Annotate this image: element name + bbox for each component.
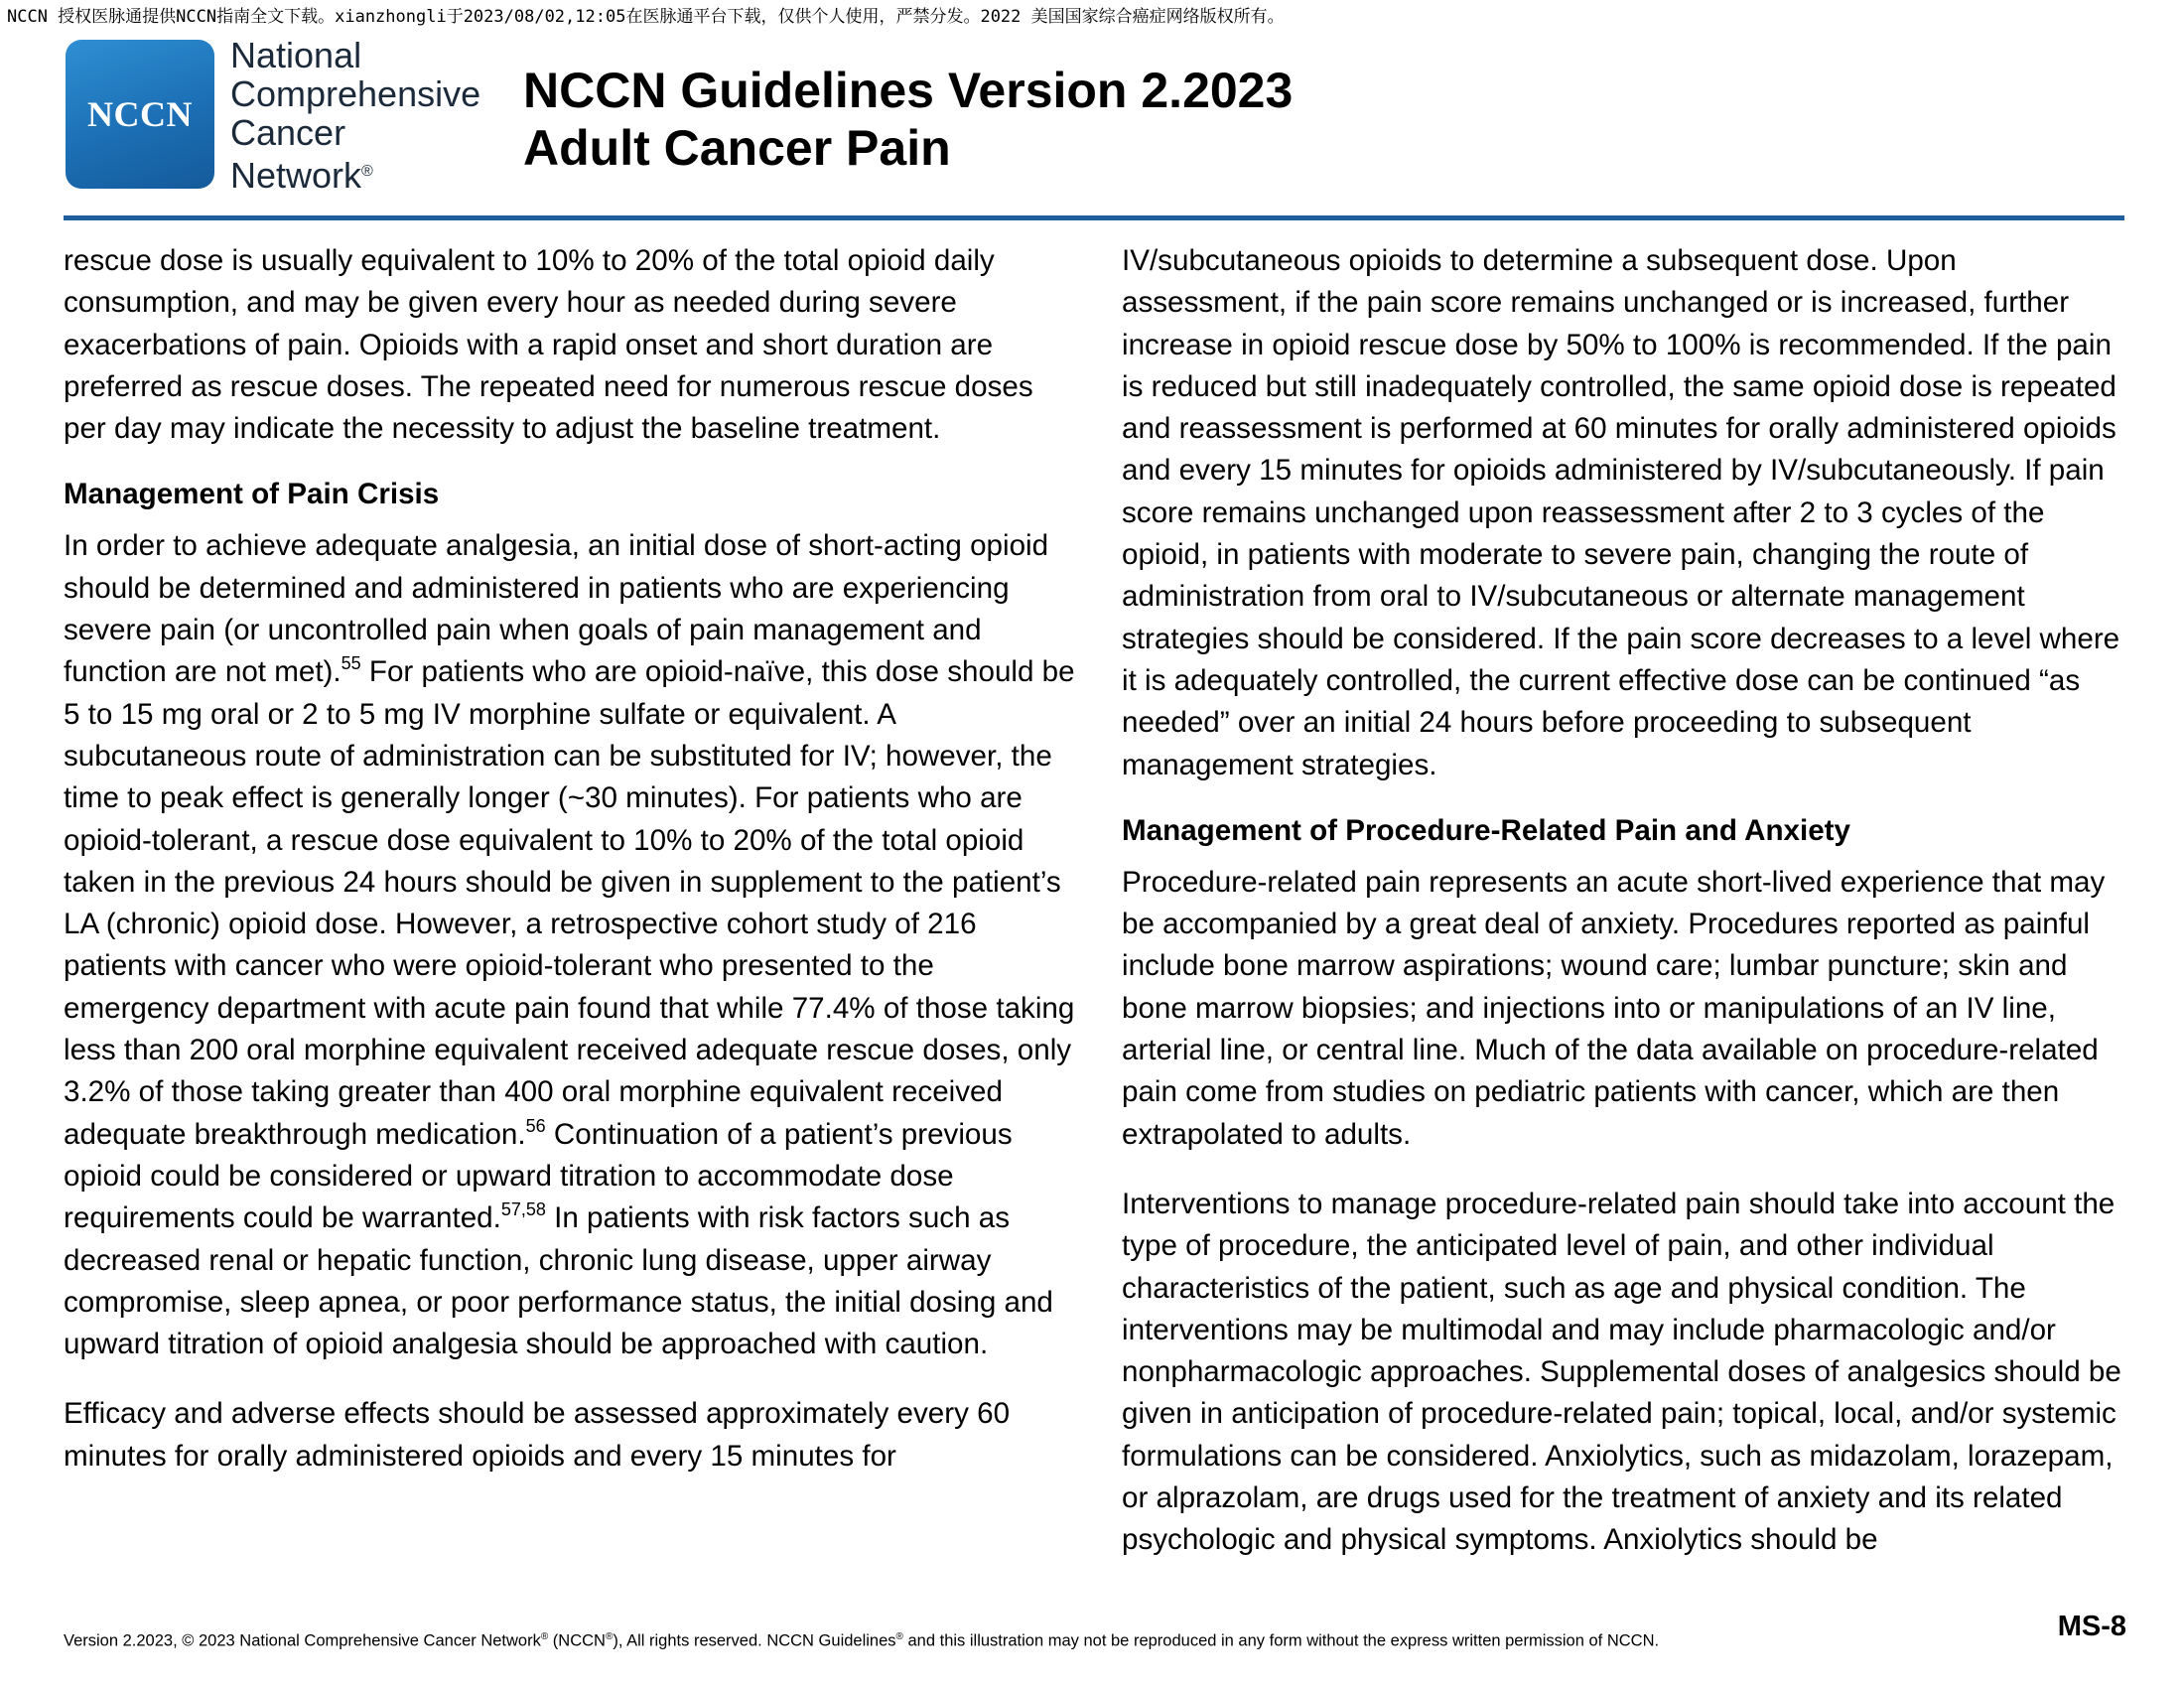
footer-reg-3: ®	[895, 1631, 903, 1642]
footer-text-d: and this illustration may not be reproduced in any form without the express written permission of NCCN.	[902, 1631, 1660, 1650]
document-title: NCCN Guidelines Version 2.2023	[523, 63, 1294, 118]
right-paragraph-1: IV/subcutaneous opioids to determine a subsequent dose. Upon assessment, if the pain score remains unchanged or is increased, further increase in opioid rescue dose by 50% to 100% is recommended. If the pain is reduced but still inadequately controlled, the same opioid dose is repeated and reassessment is performed at 60 minutes for orally administered opioids and every 15 minutes for opioids administered by IV/subcutaneously. If pain score remains unchanged upon reassessment after 2 to 3 cycles of the opioid, in patients with moderate to severe pain, changing the route of administration from oral to IV/subcutaneous or alternate management strategies should be considered. If the pain score decreases to a level where it is adequately controlled, the current effective dose can be continued “as needed” over an initial 24 hours before proceeding to subsequent management strategies.	[1122, 244, 2120, 781]
registered-mark: ®	[361, 163, 373, 180]
org-line-2: Comprehensive	[230, 73, 481, 114]
document-subtitle: Adult Cancer Pain	[523, 120, 951, 176]
nccn-logo	[66, 40, 214, 189]
reference-57-58: 57,58	[500, 1199, 546, 1220]
left-paragraph-2	[64, 525, 1080, 1365]
footer-text-c: ), All rights reserved. NCCN Guidelines	[613, 1631, 896, 1650]
left-paragraph-2-part-d: In patients with risk factors such as decreased renal or hepatic function, chronic lung disease, upper airway compromise, sleep apnea, or poor performance status, the initial dosing and upward titration of opioid analgesia should be approached with caution.	[64, 1201, 1053, 1361]
footer-reg-2: ®	[605, 1631, 614, 1642]
left-paragraph-1: rescue dose is usually equivalent to 10% to 20% of the total opioid daily consumption, and may be given every hour as needed during severe exacerbations of pain. Opioids with a rapid onset and short duration are preferred as rescue doses. The repeated need for numerous rescue doses per day may indicate the necessity to adjust the baseline treatment.	[64, 244, 1033, 446]
reference-56: 56	[525, 1115, 546, 1136]
left-column	[64, 240, 1080, 1477]
left-paragraph-3: Efficacy and adverse effects should be assessed approximately every 60 minutes for orally administered opioids and every 15 minutes for	[64, 1397, 1011, 1473]
left-paragraph-2-part-a: In order to achieve adequate analgesia, an initial dose of short-acting opioid should be determined and administered in patients who are experiencing severe pain (or uncontrolled pain when goals of pain management and function are not met).	[64, 529, 1049, 689]
org-line-1: National	[230, 35, 362, 75]
right-column	[1122, 240, 2128, 1562]
org-line-4-wrap	[230, 152, 480, 195]
left-paragraph-2-part-b: For patients who are opioid-naïve, this dose should be 5 to 15 mg oral or 2 to 5 mg IV morphine sulfate or equivalent. A subcutaneous route of administration can be substituted for IV; however, the time to peak effect is generally longer (~30 minutes). For patients who are opioid-tolerant, a rescue dose equivalent to 10% to 20% of the total opioid taken in the previous 24 hours should be given in supplement to the patient’s LA (chronic) opioid dose. However, a retrospective cohort study of 216 patients with cancer who were opioid-tolerant who presented to the emergency department with acute pain found that while 77.4% of those taking less than 200 oral morphine equivalent received adequate rescue doses, only 3.2% of those taking greater than 400 oral morphine equivalent received adequate breakthrough medication.	[64, 655, 1075, 1151]
download-watermark: NCCN 授权医脉通提供NCCN指南全文下载。xianzhongli于2023/08/02,12:05在医脉通平台下载，仅供个人使用，严禁分发。2022 美国国家综合癌症网络版权所有。	[7, 7, 1285, 27]
document-header	[523, 62, 1293, 177]
left-paragraph-2-part-c: Continuation of a patient’s previous opioid could be considered or upward titration to accommodate dose requirements could be warranted.	[64, 1117, 1013, 1235]
section-heading-pain-crisis: Management of Pain Crisis	[64, 478, 440, 511]
footer-text-b: (NCCN	[548, 1631, 606, 1650]
organization-name	[230, 36, 480, 195]
footer-text-a: Version 2.2023, © 2023 National Comprehensive Cancer Network	[64, 1631, 541, 1650]
right-paragraph-3: Interventions to manage procedure-related pain should take into account the type of procedure, the anticipated level of pain, and other individual characteristics of the patient, such as age and physical condition. The interventions may be multimodal and may include pharmacologic and/or nonpharmacologic approaches. Supplemental doses of analgesics should be given in anticipation of procedure-related pain; topical, local, and/or systemic formulations can be considered. Anxiolytics, such as midazolam, lorazepam, or alprazolam, are drugs used for the treatment of anxiety and its related psychologic and physical symptoms. Anxiolytics should be	[1122, 1187, 2121, 1557]
logo-abbreviation: NCCN	[87, 94, 193, 134]
org-line-4: Network	[230, 155, 362, 196]
header-divider	[64, 215, 2124, 220]
page-number: MS-8	[2057, 1611, 2126, 1642]
right-paragraph-2: Procedure-related pain represents an acute short-lived experience that may be accompanied by a great deal of anxiety. Procedures reported as painful include bone marrow aspirations; wound care; lumbar puncture; skin and bone marrow biopsies; and injections into or manipulations of an IV line, arterial line, or central line. Much of the data available on procedure-related pain come from studies on pediatric patients with cancer, which are then extrapolated to adults.	[1122, 865, 2106, 1151]
reference-55: 55	[341, 653, 361, 674]
copyright-footer	[64, 1631, 1659, 1651]
org-line-3: Cancer	[230, 112, 346, 153]
section-heading-procedure-pain: Management of Procedure-Related Pain and Anxiety	[1122, 813, 1850, 847]
footer-reg-1: ®	[540, 1631, 549, 1642]
